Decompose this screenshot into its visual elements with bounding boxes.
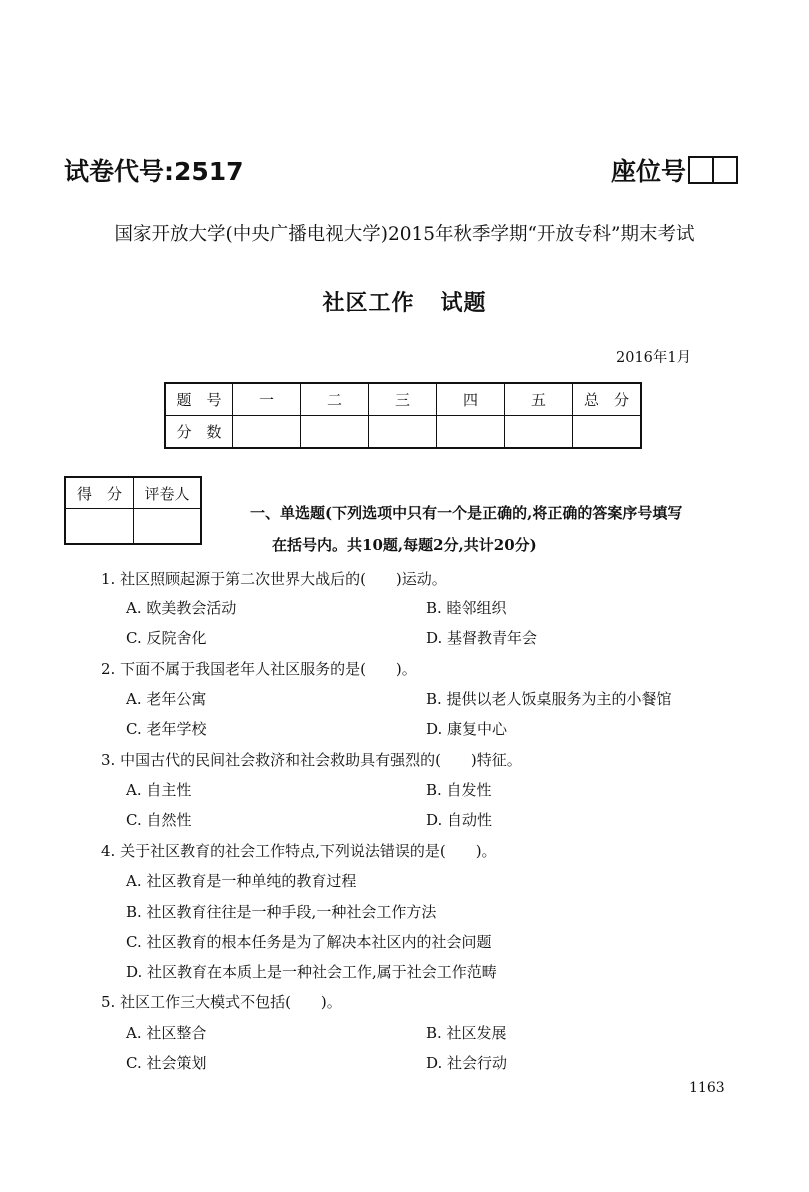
question-option: A. 社区教育是一种单纯的教育过程 <box>126 872 357 890</box>
question-option: C. 反院舍化 <box>126 629 207 647</box>
score-table-cell: 分 数 <box>165 416 233 449</box>
score-blank-cell <box>437 416 505 449</box>
question-option: D. 基督教青年会 <box>426 629 538 647</box>
seat-number <box>611 152 738 188</box>
grader-table <box>64 476 202 545</box>
score-table-cell: 四 <box>437 383 505 416</box>
grader-blank-cell <box>65 509 134 545</box>
question-option: B. 社区发展 <box>426 1024 507 1042</box>
score-blank-cell <box>301 416 369 449</box>
score-blank-cell <box>233 416 301 449</box>
score-blank-cell <box>369 416 437 449</box>
section-heading <box>250 497 682 561</box>
score-blank-cell <box>505 416 573 449</box>
grader-blank-cell <box>134 509 202 545</box>
question-option: A. 欧美教会活动 <box>126 599 237 617</box>
question-option: A. 老年公寓 <box>126 690 207 708</box>
question-option: C. 老年学校 <box>126 720 207 738</box>
subject-title <box>0 286 809 317</box>
exam-date: 2016年1月 <box>616 350 692 366</box>
score-table-cell: 总 分 <box>573 383 642 416</box>
section-heading-line1: 一、单选题(下列选项中只有一个是正确的,将正确的答案序号填写 <box>250 504 683 522</box>
question-option: C. 社会策划 <box>126 1054 207 1072</box>
score-table-score-row <box>165 416 641 449</box>
score-table-cell: 一 <box>233 383 301 416</box>
question-stem: 2. 下面不属于我国老年人社区服务的是( )。 <box>101 660 417 678</box>
subject-suffix: 试题 <box>440 291 487 316</box>
question-option: C. 自然性 <box>126 811 192 829</box>
exam-title: 国家开放大学(中央广播电视大学)2015年秋季学期“开放专科”期末考试 <box>114 224 695 245</box>
page-number: 1163 <box>689 1080 725 1096</box>
question-option: B. 睦邻组织 <box>426 599 507 617</box>
question-option: D. 自动性 <box>426 811 493 829</box>
subject-name: 社区工作 <box>322 291 415 316</box>
seat-number-boxes <box>688 156 738 184</box>
score-table <box>164 382 642 449</box>
question-option: A. 社区整合 <box>126 1024 207 1042</box>
question-option: D. 康复中心 <box>426 720 508 738</box>
grader-name-label: 评卷人 <box>134 477 202 509</box>
score-table-cell: 五 <box>505 383 573 416</box>
score-table-cell: 二 <box>301 383 369 416</box>
score-table-cell: 题 号 <box>165 383 233 416</box>
paper-code: 试卷代号:2517 <box>64 157 244 186</box>
question-stem: 4. 关于社区教育的社会工作特点,下列说法错误的是( )。 <box>101 842 497 860</box>
question-stem: 3. 中国古代的民间社会救济和社会救助具有强烈的( )特征。 <box>101 751 522 769</box>
question-option: D. 社区教育在本质上是一种社会工作,属于社会工作范畴 <box>126 963 497 981</box>
score-table-header-row <box>165 383 641 416</box>
question-option: B. 提供以老人饭桌服务为主的小餐馆 <box>426 690 672 708</box>
score-table-cell: 三 <box>369 383 437 416</box>
score-blank-cell <box>573 416 642 449</box>
question-stem: 5. 社区工作三大模式不包括( )。 <box>101 993 342 1011</box>
question-option: C. 社区教育的根本任务是为了解决本社区内的社会问题 <box>126 933 492 951</box>
question-option: D. 社会行动 <box>426 1054 508 1072</box>
question-option: A. 自主性 <box>126 781 192 799</box>
question-option: B. 自发性 <box>426 781 492 799</box>
grader-score-label: 得 分 <box>65 477 134 509</box>
section-heading-line2: 在括号内。共10题,每题2分,共计20分) <box>272 536 537 554</box>
question-option: B. 社区教育往往是一种手段,一种社会工作方法 <box>126 903 437 921</box>
seat-label: 座位号 <box>611 157 687 186</box>
question-stem: 1. 社区照顾起源于第二次世界大战后的( )运动。 <box>101 570 447 588</box>
